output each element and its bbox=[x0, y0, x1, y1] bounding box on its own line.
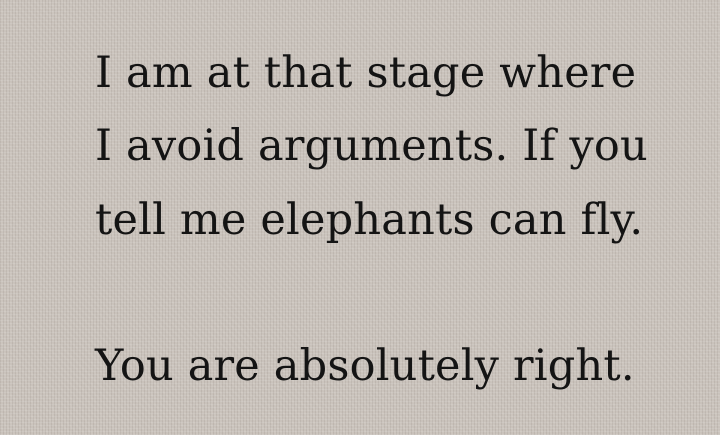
quote-line-3: tell me elephants can fly. bbox=[95, 195, 644, 245]
quote-punchline: You are absolutely right. bbox=[95, 341, 635, 391]
quote-line-2: I avoid arguments. If you bbox=[95, 121, 648, 171]
quote-line-1: I am at that stage where bbox=[95, 48, 637, 98]
